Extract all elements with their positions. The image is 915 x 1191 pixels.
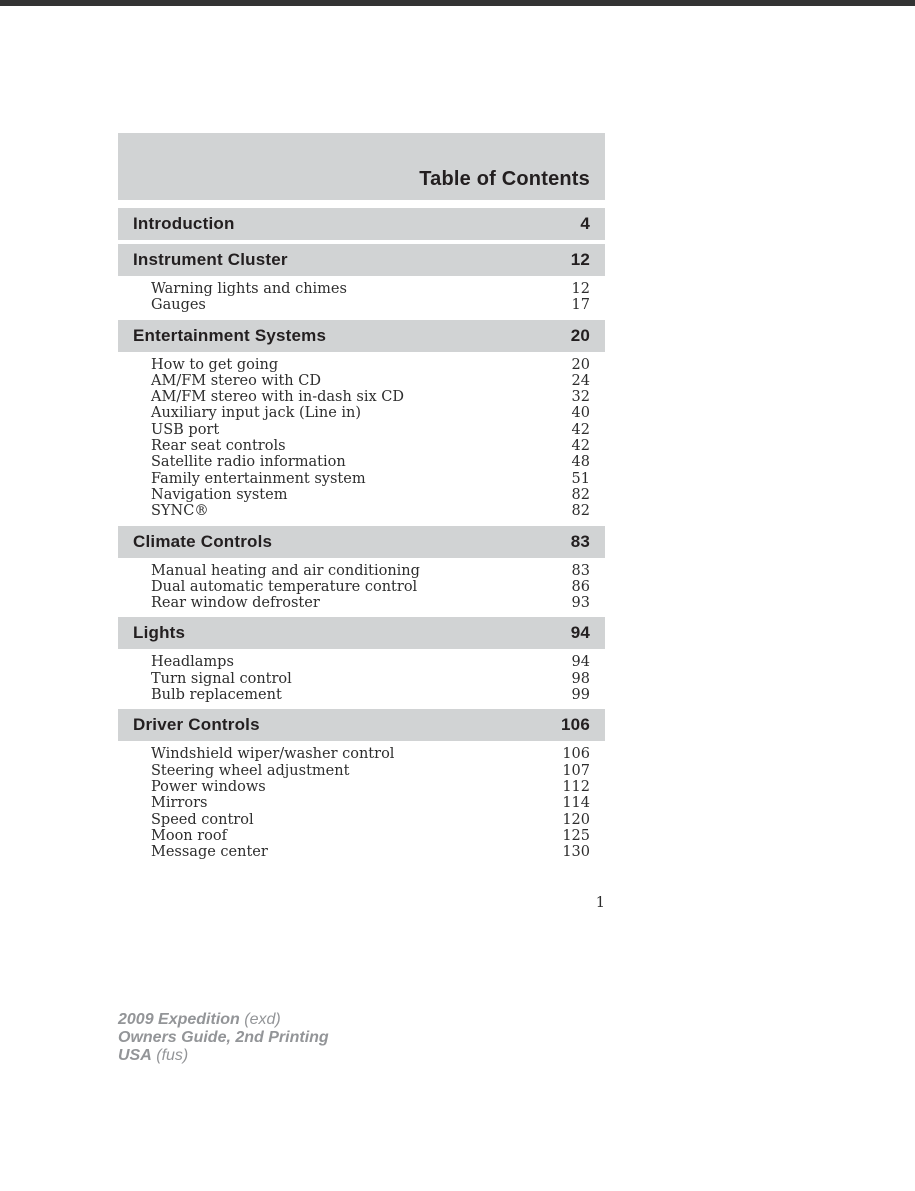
toc-section-bar <box>118 617 605 649</box>
toc-section-label: Climate Controls <box>133 531 273 551</box>
top-edge-bar <box>0 0 915 6</box>
toc-item-label: Windshield wiper/washer control <box>151 746 395 763</box>
toc-item-label: Dual automatic temperature control <box>151 578 418 595</box>
toc-item <box>151 746 590 762</box>
toc-item-page: 125 <box>562 827 590 844</box>
toc-section-bar <box>118 320 605 352</box>
toc-item-page: 106 <box>562 746 590 763</box>
toc-section <box>118 526 605 614</box>
toc-section-page: 12 <box>570 250 590 269</box>
toc-section-items <box>118 649 605 705</box>
toc-item <box>151 373 590 389</box>
toc-item-page: 40 <box>571 405 590 422</box>
toc-item <box>151 579 590 595</box>
toc-section-items <box>118 352 605 522</box>
toc-body <box>118 208 605 866</box>
toc-item <box>151 595 590 611</box>
toc-item-page: 98 <box>571 670 590 687</box>
toc-section <box>118 320 605 522</box>
toc-section <box>118 617 605 705</box>
toc-section-label: Driver Controls <box>133 715 260 735</box>
toc-section-page: 83 <box>570 531 590 551</box>
toc-item-page: 114 <box>562 795 590 812</box>
toc-item-label: How to get going <box>151 356 279 373</box>
toc-section-items <box>118 276 605 316</box>
footer-region: USA <box>118 1047 152 1064</box>
toc-item-label: Bulb replacement <box>151 687 282 704</box>
toc-section-bar <box>118 244 605 276</box>
toc-item-page: 94 <box>571 654 590 671</box>
toc-section-bar <box>118 526 605 558</box>
toc-item-page: 86 <box>571 578 590 595</box>
toc-item-page: 83 <box>571 562 590 579</box>
toc-item-page: 51 <box>571 470 590 487</box>
toc-item <box>151 471 590 487</box>
toc-item-page: 93 <box>571 595 590 612</box>
toc-item-label: Turn signal control <box>151 670 292 687</box>
toc-item-label: USB port <box>151 421 220 438</box>
toc-item <box>151 795 590 811</box>
toc-section-bar <box>118 208 605 240</box>
toc-item-label: Gauges <box>151 297 206 314</box>
toc-section-page: 4 <box>580 214 590 233</box>
toc-item <box>151 779 590 795</box>
toc-item-label: Rear window defroster <box>151 595 320 612</box>
toc-section <box>118 709 605 862</box>
toc-item-label: Manual heating and air conditioning <box>151 562 420 579</box>
toc-item <box>151 281 590 297</box>
toc-item-page: 130 <box>562 844 590 861</box>
toc-item-label: SYNC® <box>151 503 209 520</box>
toc-item <box>151 357 590 373</box>
toc-section-bar <box>118 709 605 741</box>
toc-section-label: Instrument Cluster <box>133 250 288 269</box>
toc-section <box>118 208 605 240</box>
toc-item-label: Steering wheel adjustment <box>151 762 350 779</box>
toc-item-label: AM/FM stereo with CD <box>151 372 321 389</box>
toc-item <box>151 844 590 860</box>
footer-line-2 <box>118 1029 329 1047</box>
toc-section-page: 106 <box>561 715 590 735</box>
toc-item-page: 112 <box>562 778 590 795</box>
toc-item-page: 120 <box>562 811 590 828</box>
toc-item <box>151 389 590 405</box>
toc-item <box>151 503 590 519</box>
toc-item-page: 32 <box>571 389 590 406</box>
toc-item-label: AM/FM stereo with in-dash six CD <box>151 389 405 406</box>
toc-header-box <box>118 133 605 200</box>
toc-item-page: 107 <box>562 762 590 779</box>
toc-item-label: Navigation system <box>151 486 288 503</box>
toc-item-label: Satellite radio information <box>151 454 346 471</box>
page-number: 1 <box>595 895 605 911</box>
toc-item-label: Warning lights and chimes <box>151 281 347 297</box>
toc-item <box>151 654 590 670</box>
footer-line-1 <box>118 1011 329 1029</box>
toc-item-page: 48 <box>571 454 590 471</box>
toc-item-page: 17 <box>571 297 590 314</box>
toc-section-items <box>118 741 605 862</box>
toc-item <box>151 828 590 844</box>
toc-item <box>151 487 590 503</box>
toc-section <box>118 244 605 316</box>
toc-section-page: 94 <box>570 623 590 643</box>
toc-item <box>151 812 590 828</box>
toc-item-label: Rear seat controls <box>151 438 286 455</box>
toc-item-label: Message center <box>151 844 268 861</box>
toc-item-page: 99 <box>571 687 590 704</box>
page-title: Table of Contents <box>419 168 590 190</box>
toc-item-page: 42 <box>571 421 590 438</box>
footer-model: 2009 Expedition <box>118 1011 240 1028</box>
toc-section-page: 20 <box>570 325 590 345</box>
footer-region-code: (fus) <box>156 1047 189 1064</box>
toc-item <box>151 454 590 470</box>
toc-item <box>151 405 590 421</box>
toc-item <box>151 763 590 779</box>
toc-item-page: 42 <box>571 438 590 455</box>
toc-section-items <box>118 558 605 614</box>
toc-section-label: Entertainment Systems <box>133 325 327 345</box>
footer-model-code: (exd) <box>244 1011 281 1028</box>
toc-item <box>151 438 590 454</box>
footer-line-3 <box>118 1047 329 1065</box>
toc-item-label: Headlamps <box>151 654 234 671</box>
toc-item-page: 20 <box>571 356 590 373</box>
toc-section-label: Introduction <box>133 214 235 233</box>
toc-item-label: Mirrors <box>151 795 208 812</box>
toc-item-label: Family entertainment system <box>151 470 366 487</box>
toc-item <box>151 671 590 687</box>
toc-item <box>151 297 590 313</box>
toc-item-page: 12 <box>571 281 590 297</box>
document-footer <box>118 1011 329 1065</box>
toc-item-label: Moon roof <box>151 827 228 844</box>
toc-item-label: Auxiliary input jack (Line in) <box>151 405 362 422</box>
footer-guide: Owners Guide, 2nd Printing <box>118 1029 329 1046</box>
toc-section-label: Lights <box>133 623 186 643</box>
toc-item-page: 24 <box>571 372 590 389</box>
toc-item <box>151 563 590 579</box>
toc-item-page: 82 <box>571 486 590 503</box>
toc-item-page: 82 <box>571 503 590 520</box>
toc-item-label: Power windows <box>151 778 266 795</box>
toc-item <box>151 687 590 703</box>
toc-item-label: Speed control <box>151 811 254 828</box>
toc-item <box>151 422 590 438</box>
